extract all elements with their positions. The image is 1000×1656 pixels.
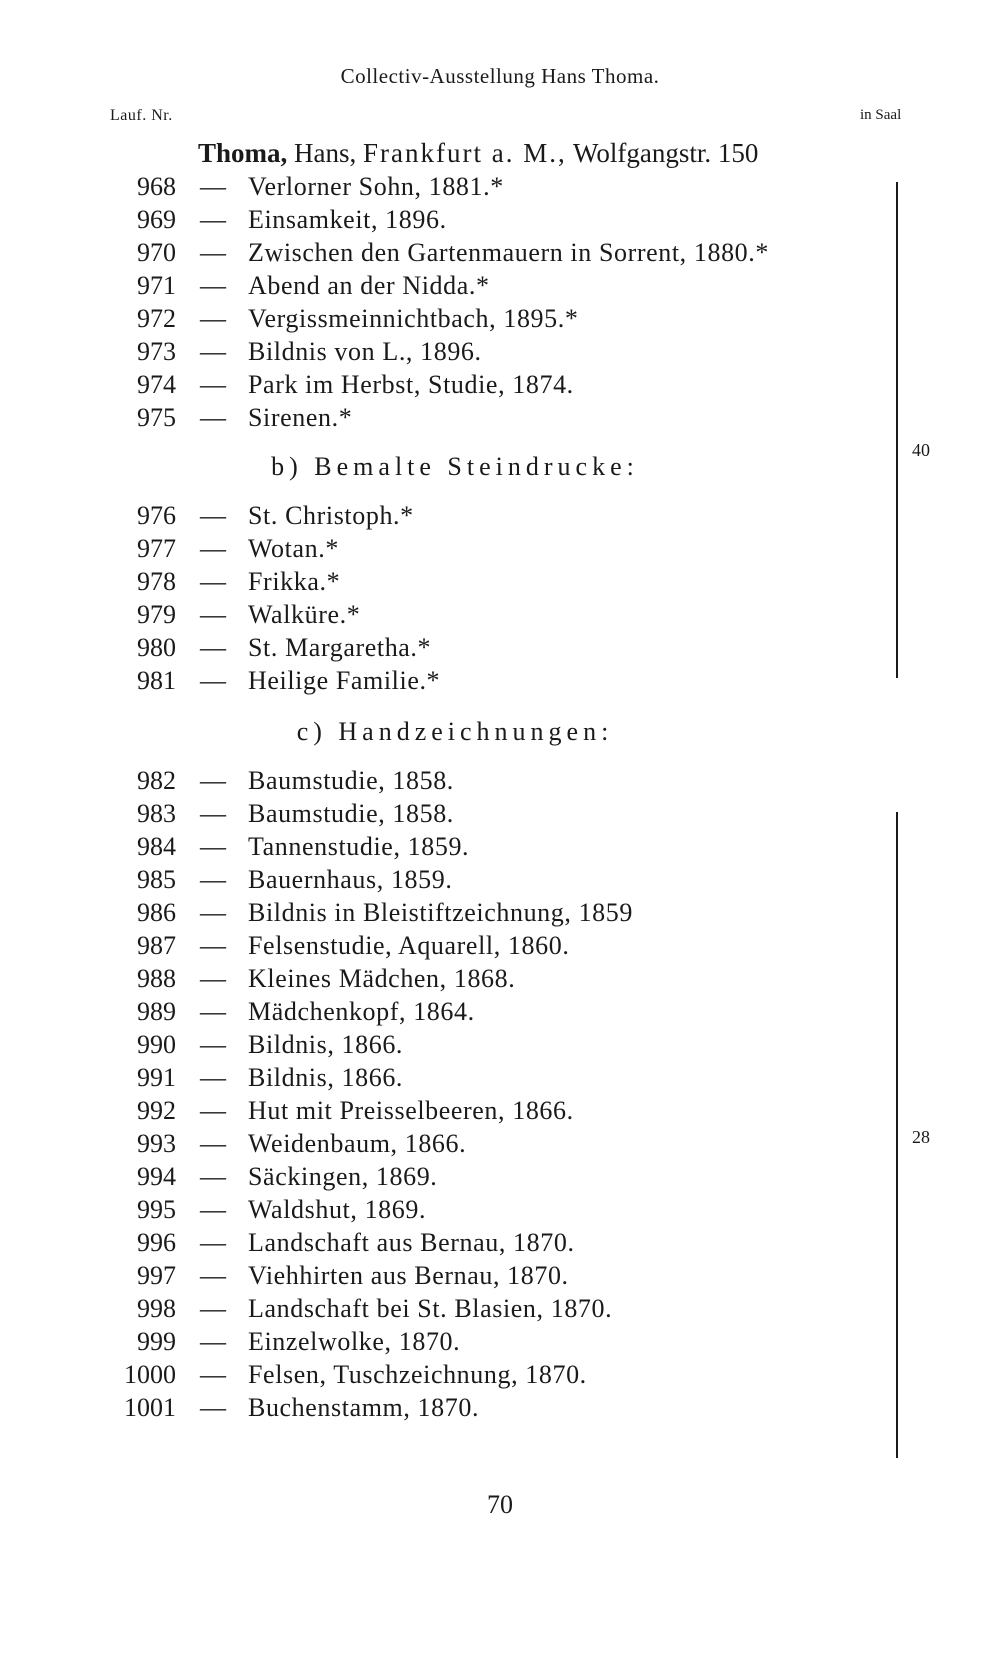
catalog-entry <box>108 370 574 406</box>
entry-dash: — <box>200 304 226 333</box>
catalog-entry <box>108 997 475 1033</box>
entry-dash: — <box>200 271 226 300</box>
entry-title: St. Christoph.* <box>248 501 414 530</box>
entry-dash: — <box>200 766 226 795</box>
catalog-entry <box>108 337 482 373</box>
catalog-entry <box>108 1096 574 1132</box>
entry-dash: — <box>200 567 226 596</box>
entry-title: Walküre.* <box>248 600 361 629</box>
entry-title: Hut mit Preisselbeeren, 1866. <box>248 1096 574 1125</box>
exhibitor-line <box>198 138 758 169</box>
entry-dash: — <box>200 600 226 629</box>
column-header-left: Lauf. Nr. <box>110 107 173 124</box>
entry-dash: — <box>200 666 226 695</box>
entry-number: 986 <box>137 898 176 927</box>
entry-title: Einzelwolke, 1870. <box>248 1327 461 1356</box>
entry-title: Bauernhaus, 1859. <box>248 865 453 894</box>
entry-number: 1001 <box>124 1393 176 1422</box>
entry-number: 974 <box>137 370 176 399</box>
page-number: 70 <box>487 1490 513 1519</box>
catalog-entry <box>108 501 414 537</box>
catalog-entry <box>108 898 633 934</box>
catalog-entry <box>108 1162 438 1198</box>
entry-title: Heilige Familie.* <box>248 666 441 695</box>
entry-title: Viehhirten aus Bernau, 1870. <box>248 1261 569 1290</box>
entry-dash: — <box>200 1063 226 1092</box>
catalog-entry <box>108 964 516 1000</box>
entry-number: 980 <box>137 633 176 662</box>
entry-dash: — <box>200 1294 226 1323</box>
entry-title: Vergissmeinnichtbach, 1895.* <box>248 304 579 333</box>
entry-number: 988 <box>137 964 176 993</box>
catalog-entry <box>108 1261 569 1297</box>
exhibitor-surname: Thoma, <box>198 138 288 168</box>
entry-number: 971 <box>137 271 176 300</box>
room-bracket-line <box>896 812 898 1458</box>
room-bracket-line <box>896 182 898 678</box>
entry-number: 973 <box>137 337 176 366</box>
catalog-entry <box>108 865 453 901</box>
entry-number: 979 <box>137 600 176 629</box>
entry-number: 997 <box>137 1261 176 1290</box>
entry-number: 1000 <box>124 1360 176 1389</box>
room-number-label: 28 <box>912 1127 930 1147</box>
entry-dash: — <box>200 534 226 563</box>
entry-dash: — <box>200 898 226 927</box>
entry-number: 994 <box>137 1162 176 1191</box>
entry-title: Kleines Mädchen, 1868. <box>248 964 516 993</box>
entry-number: 970 <box>137 238 176 267</box>
entry-number: 982 <box>137 766 176 795</box>
catalog-entry <box>108 666 441 702</box>
catalog-entry <box>108 766 454 802</box>
entry-number: 983 <box>137 799 176 828</box>
entry-title: Wotan.* <box>248 534 339 563</box>
entry-dash: — <box>200 832 226 861</box>
entry-dash: — <box>200 1360 226 1389</box>
entry-dash: — <box>200 931 226 960</box>
exhibitor-city: Frankfurt a. M., <box>363 138 567 168</box>
entry-number: 991 <box>137 1063 176 1092</box>
entry-title: Baumstudie, 1858. <box>248 766 454 795</box>
catalog-entry <box>108 1393 480 1429</box>
catalog-entry <box>108 403 353 439</box>
entry-title: Landschaft bei St. Blasien, 1870. <box>248 1294 613 1323</box>
column-header-right: in Saal <box>860 107 902 123</box>
entry-number: 981 <box>137 666 176 695</box>
entry-number: 976 <box>137 501 176 530</box>
catalog-entry <box>108 633 432 669</box>
entry-dash: — <box>200 633 226 662</box>
catalog-entry <box>108 238 769 274</box>
entry-title: Verlorner Sohn, 1881.* <box>248 172 504 201</box>
entry-dash: — <box>200 205 226 234</box>
catalog-entry <box>108 1228 575 1264</box>
entry-title: Mädchenkopf, 1864. <box>248 997 475 1026</box>
catalog-entry <box>108 172 504 208</box>
catalog-entry <box>108 931 570 967</box>
entry-title: Weidenbaum, 1866. <box>248 1129 467 1158</box>
entry-dash: — <box>200 1327 226 1356</box>
catalog-entry <box>108 205 447 241</box>
entry-dash: — <box>200 1261 226 1290</box>
entry-number: 975 <box>137 403 176 432</box>
entry-dash: — <box>200 238 226 267</box>
entry-number: 987 <box>137 931 176 960</box>
entry-number: 984 <box>137 832 176 861</box>
entry-number: 985 <box>137 865 176 894</box>
catalog-entry <box>108 567 341 603</box>
catalog-entry <box>108 799 454 835</box>
exhibitor-street: Wolfgangstr. 150 <box>573 138 759 168</box>
entry-dash: — <box>200 1228 226 1257</box>
entry-title: Park im Herbst, Studie, 1874. <box>248 370 574 399</box>
entry-dash: — <box>200 403 226 432</box>
entry-title: Felsenstudie, Aquarell, 1860. <box>248 931 570 960</box>
entry-dash: — <box>200 1096 226 1125</box>
entry-dash: — <box>200 1393 226 1422</box>
catalog-entry <box>108 1063 404 1099</box>
entry-dash: — <box>200 501 226 530</box>
catalog-entry <box>108 271 490 307</box>
entry-title: Bildnis von L., 1896. <box>248 337 482 366</box>
entry-title: Bildnis, 1866. <box>248 1063 404 1092</box>
catalog-entry <box>108 534 339 570</box>
catalog-entry <box>108 304 579 340</box>
entry-title: Baumstudie, 1858. <box>248 799 454 828</box>
entry-dash: — <box>200 865 226 894</box>
entry-title: Abend an der Nidda.* <box>248 271 490 300</box>
entry-number: 999 <box>137 1327 176 1356</box>
entry-title: Felsen, Tuschzeichnung, 1870. <box>248 1360 587 1389</box>
catalog-entry <box>108 1195 427 1231</box>
entry-title: Säckingen, 1869. <box>248 1162 438 1191</box>
entry-dash: — <box>200 1129 226 1158</box>
entry-title: Sirenen.* <box>248 403 353 432</box>
entry-number: 972 <box>137 304 176 333</box>
exhibitor-given-name: Hans, <box>294 138 357 168</box>
entry-dash: — <box>200 997 226 1026</box>
entry-number: 990 <box>137 1030 176 1059</box>
entry-title: Landschaft aus Bernau, 1870. <box>248 1228 575 1257</box>
entry-number: 996 <box>137 1228 176 1257</box>
entry-number: 989 <box>137 997 176 1026</box>
catalog-entry <box>108 1030 404 1066</box>
catalog-entry <box>108 600 361 636</box>
entry-number: 998 <box>137 1294 176 1323</box>
section-heading-c: c) Handzeichnungen: <box>296 717 614 746</box>
entry-title: Einsamkeit, 1896. <box>248 205 447 234</box>
entry-title: Frikka.* <box>248 567 341 596</box>
entry-dash: — <box>200 964 226 993</box>
entry-dash: — <box>200 799 226 828</box>
entry-title: Buchenstamm, 1870. <box>248 1393 480 1422</box>
entry-dash: — <box>200 1162 226 1191</box>
entry-dash: — <box>200 1195 226 1224</box>
entry-title: Bildnis, 1866. <box>248 1030 404 1059</box>
catalog-entry <box>108 1360 587 1396</box>
entry-number: 992 <box>137 1096 176 1125</box>
entry-number: 993 <box>137 1129 176 1158</box>
section-heading-b: b) Bemalte Steindrucke: <box>271 452 639 481</box>
running-head: Collectiv-Ausstellung Hans Thoma. <box>340 64 660 88</box>
entry-number: 978 <box>137 567 176 596</box>
entry-dash: — <box>200 337 226 366</box>
entry-title: Tannenstudie, 1859. <box>248 832 470 861</box>
entry-number: 968 <box>137 172 176 201</box>
catalog-entry <box>108 1294 613 1330</box>
entry-title: Zwischen den Gartenmauern in Sorrent, 1880.* <box>248 238 769 267</box>
catalog-entry <box>108 1129 467 1165</box>
entry-title: Bildnis in Bleistiftzeichnung, 1859 <box>248 898 633 927</box>
entry-dash: — <box>200 172 226 201</box>
entry-number: 995 <box>137 1195 176 1224</box>
entry-title: Waldshut, 1869. <box>248 1195 427 1224</box>
catalog-entry <box>108 1327 461 1363</box>
room-number-label: 40 <box>912 440 930 460</box>
catalog-entry <box>108 832 470 868</box>
entry-dash: — <box>200 1030 226 1059</box>
entry-number: 969 <box>137 205 176 234</box>
entry-number: 977 <box>137 534 176 563</box>
entry-dash: — <box>200 370 226 399</box>
entry-title: St. Margaretha.* <box>248 633 432 662</box>
